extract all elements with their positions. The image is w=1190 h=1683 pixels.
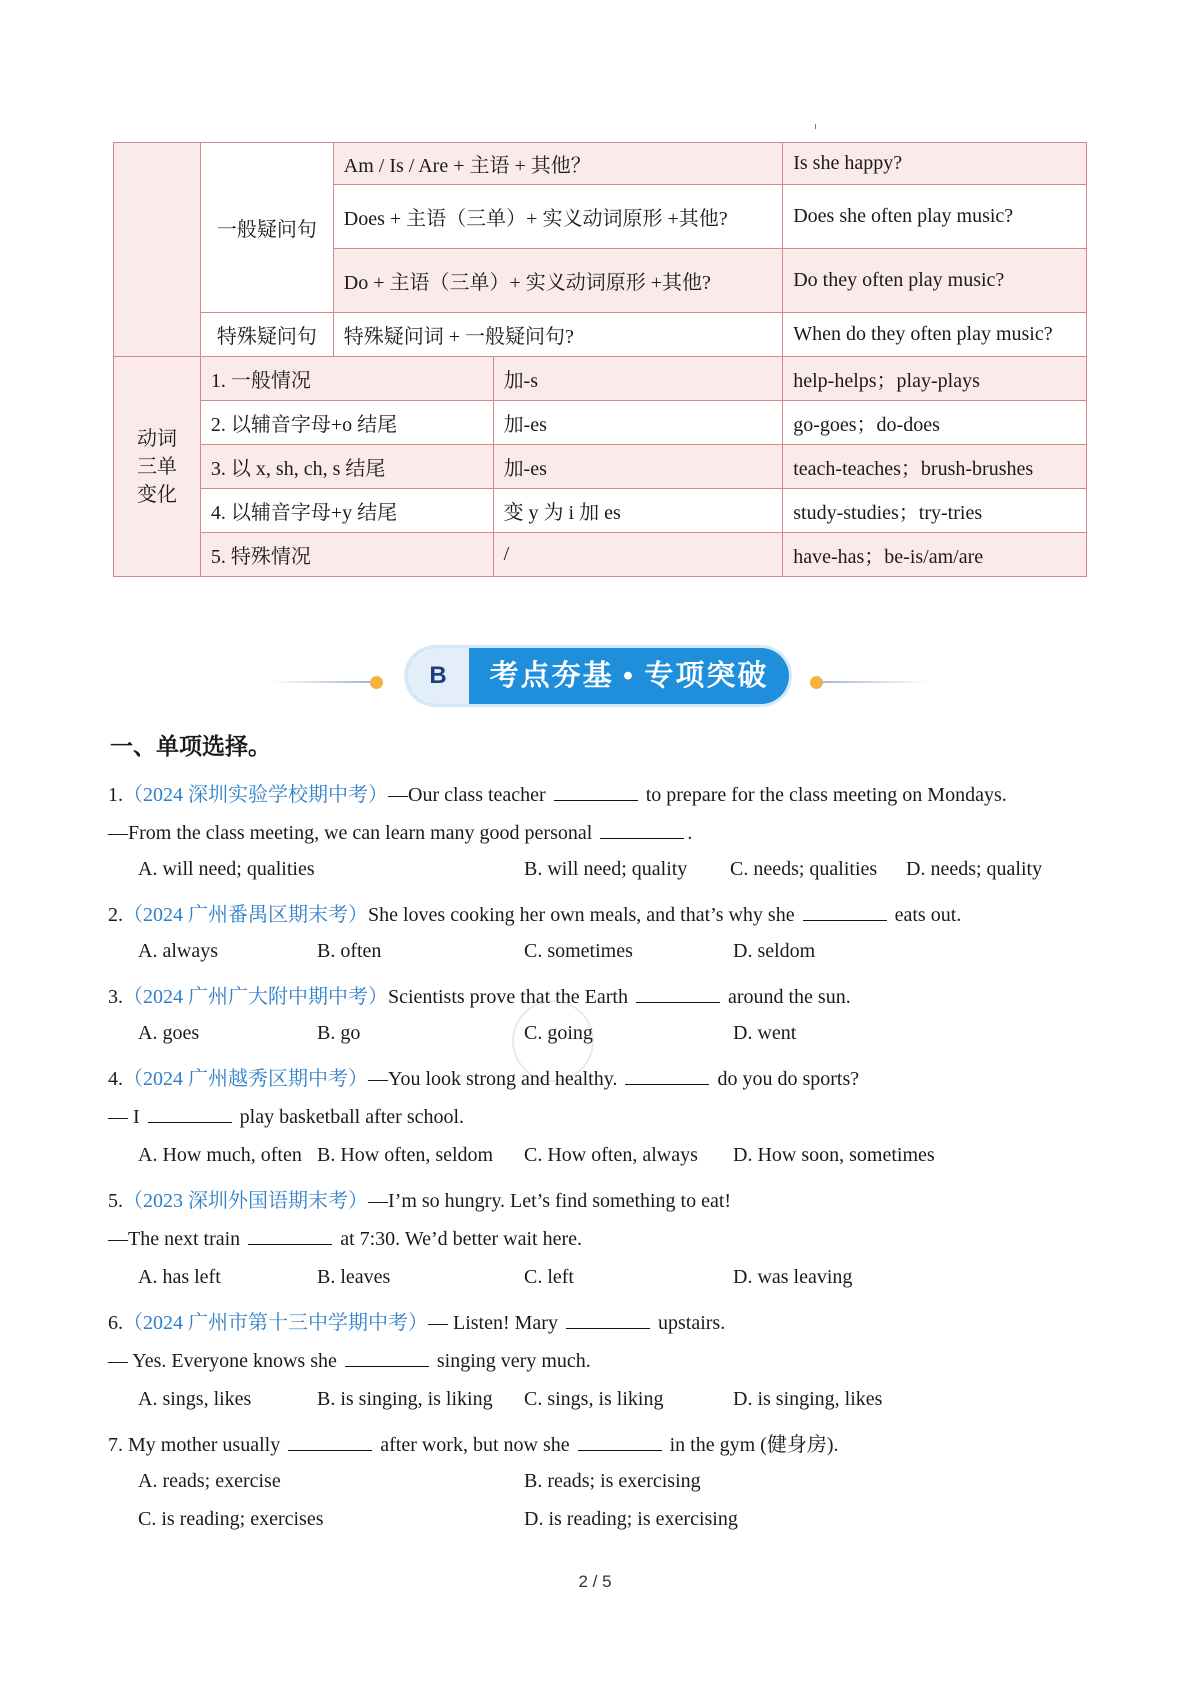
option-c[interactable]: C. sings, is liking	[524, 1388, 664, 1410]
question-source: （2023 深圳外国语期末考）	[123, 1190, 368, 1212]
option-d[interactable]: D. was leaving	[733, 1266, 853, 1288]
form-cell: Am / Is / Are + 主语 + 其他？	[333, 143, 782, 185]
question-text: eats out.	[894, 904, 962, 926]
banner-badge: B	[407, 648, 469, 704]
option-d[interactable]: D. needs; quality	[906, 858, 1043, 880]
question-text: My mother usually	[128, 1434, 281, 1456]
rule-cell: 加-es	[493, 445, 783, 489]
option-c[interactable]: C. needs; qualities	[730, 858, 878, 880]
question-text: .	[687, 822, 693, 844]
question-text: She loves cooking her own meals, and that’s why she	[368, 904, 795, 926]
question-number: 2.	[108, 904, 123, 926]
rule-case-cell: 5. 特殊情况	[200, 533, 493, 577]
option-a[interactable]: A. sings, likes	[138, 1388, 252, 1410]
example-cell: go-goes；do-does	[783, 401, 1087, 445]
page-number: 2 / 5	[578, 1572, 612, 1591]
grammar-table	[113, 142, 1087, 577]
rule-cell: 加-es	[493, 401, 783, 445]
rule-case-cell: 1. 一般情况	[200, 357, 493, 401]
example-cell: Does she often play music?	[783, 185, 1087, 249]
question-source: （2024 广州市第十三中学期中考）	[123, 1312, 428, 1334]
option-a[interactable]: A. has left	[138, 1266, 221, 1288]
scan-mark	[815, 124, 816, 129]
option-c[interactable]: C. How often, always	[524, 1144, 698, 1166]
option-d[interactable]: D. seldom	[733, 940, 816, 962]
question-5	[108, 1184, 731, 1213]
example-cell: help-helps；play-plays	[783, 357, 1087, 401]
question-source: （2024 广州越秀区期中考）	[123, 1068, 368, 1090]
question-text: at 7:30. We’d better wait here.	[340, 1228, 583, 1250]
banner-pill	[407, 648, 789, 704]
banner-dot-left	[370, 676, 383, 689]
question-text: —From the class meeting, we can learn many good personal	[108, 822, 593, 844]
rule-cell: /	[493, 533, 783, 577]
banner-line-left	[270, 681, 370, 683]
question-number: 7.	[108, 1434, 123, 1456]
option-c[interactable]: C. left	[524, 1266, 574, 1288]
option-b[interactable]: B. go	[317, 1022, 361, 1044]
question-2	[108, 898, 961, 927]
example-cell: teach-teaches；brush-brushes	[783, 445, 1087, 489]
option-d[interactable]: D. How soon, sometimes	[733, 1144, 935, 1166]
special-question-label: 特殊疑问句	[200, 313, 333, 357]
option-d[interactable]: D. went	[733, 1022, 797, 1044]
question-number: 3.	[108, 986, 123, 1008]
question-source: （2024 广州番禺区期末考）	[123, 904, 368, 926]
option-c[interactable]: C. going	[524, 1022, 593, 1044]
option-a[interactable]: A. will need; qualities	[138, 858, 315, 880]
example-cell: When do they often play music?	[783, 313, 1087, 357]
option-b[interactable]: B. is singing, is liking	[317, 1388, 493, 1410]
option-c[interactable]: C. sometimes	[524, 940, 633, 962]
question-text: around the sun.	[727, 986, 851, 1008]
answer-blank[interactable]	[288, 1432, 372, 1451]
question-5-line-2	[108, 1226, 582, 1251]
answer-blank[interactable]	[148, 1104, 232, 1123]
question-text: singing very much.	[436, 1350, 591, 1372]
question-6	[108, 1306, 725, 1335]
option-c[interactable]: C. is reading; exercises	[138, 1508, 324, 1530]
option-a[interactable]: A. reads; exercise	[138, 1470, 281, 1492]
question-number: 6.	[108, 1312, 123, 1334]
question-text: do you do sports?	[717, 1068, 860, 1090]
question-4-line-2	[108, 1104, 464, 1129]
question-text: — I	[108, 1106, 140, 1128]
rule-case-cell: 3. 以 x, sh, ch, s 结尾	[200, 445, 493, 489]
option-a[interactable]: A. How much, often	[138, 1144, 302, 1166]
question-text: — Yes. Everyone knows she	[108, 1350, 337, 1372]
option-b[interactable]: B. often	[317, 940, 382, 962]
rule-cell: 加-s	[493, 357, 783, 401]
option-a[interactable]: A. goes	[138, 1022, 200, 1044]
rule-case-cell: 4. 以辅音字母+y 结尾	[200, 489, 493, 533]
option-b[interactable]: B. How often, seldom	[317, 1144, 494, 1166]
option-b[interactable]: B. will need; quality	[524, 858, 688, 880]
option-b[interactable]: B. reads; is exercising	[524, 1470, 701, 1492]
question-3	[108, 980, 851, 1009]
option-b[interactable]: B. leaves	[317, 1266, 391, 1288]
example-cell: have-has；be-is/am/are	[783, 533, 1087, 577]
question-text: after work, but now she	[380, 1434, 570, 1456]
general-question-label: 一般疑问句	[200, 143, 333, 313]
question-7	[108, 1428, 839, 1457]
question-text: play basketball after school.	[239, 1106, 465, 1128]
question-text: —Our class teacher	[388, 784, 546, 806]
question-number: 1.	[108, 784, 123, 806]
question-text: in the gym (健身房).	[669, 1434, 839, 1456]
form-cell: 特殊疑问词 + 一般疑问句?	[333, 313, 782, 357]
answer-blank[interactable]	[600, 820, 684, 839]
question-6-line-2	[108, 1348, 591, 1373]
answer-blank[interactable]	[636, 984, 720, 1003]
answer-blank[interactable]	[625, 1066, 709, 1085]
example-cell: study-studies；try-tries	[783, 489, 1087, 533]
question-source: （2024 广州广大附中期中考）	[123, 986, 388, 1008]
banner-line-right	[820, 681, 930, 683]
option-d[interactable]: D. is singing, likes	[733, 1388, 883, 1410]
rule-case-cell: 2. 以辅音字母+o 结尾	[200, 401, 493, 445]
answer-blank[interactable]	[248, 1226, 332, 1245]
example-cell: Do they often play music?	[783, 249, 1087, 313]
verb-change-label-line: 动词	[136, 427, 177, 450]
form-cell: Does + 主语（三单）+ 实义动词原形 +其他?	[333, 185, 782, 249]
banner-title: 考点夯基 • 专项突破	[489, 660, 769, 692]
question-text: —The next train	[108, 1228, 241, 1250]
question-text: —I’m so hungry. Let’s find something to eat!	[368, 1190, 732, 1212]
question-1	[108, 778, 1007, 807]
question-text: Scientists prove that the Earth	[388, 986, 628, 1008]
question-1-line-2	[108, 820, 692, 845]
option-d[interactable]: D. is reading; is exercising	[524, 1508, 738, 1530]
form-cell: Do + 主语（三单）+ 实义动词原形 +其他?	[333, 249, 782, 313]
answer-blank[interactable]	[554, 782, 638, 801]
rule-cell: 变 y 为 i 加 es	[493, 489, 783, 533]
question-4	[108, 1062, 859, 1091]
section-banner	[270, 648, 930, 706]
verb-change-label-line: 变化	[136, 483, 177, 506]
question-text: — Listen! Mary	[428, 1312, 558, 1334]
verb-change-label	[114, 357, 201, 577]
section-title: 一、单项选择。	[110, 734, 271, 760]
example-cell: Is she happy?	[783, 143, 1087, 185]
question-text: to prepare for the class meeting on Mondays.	[645, 784, 1007, 806]
question-source: （2024 深圳实验学校期中考）	[123, 784, 388, 806]
question-number: 4.	[108, 1068, 123, 1090]
answer-blank[interactable]	[345, 1348, 429, 1367]
question-number: 5.	[108, 1190, 123, 1212]
answer-blank[interactable]	[578, 1432, 662, 1451]
question-text: —You look strong and healthy.	[368, 1068, 618, 1090]
option-a[interactable]: A. always	[138, 940, 218, 962]
answer-blank[interactable]	[566, 1310, 650, 1329]
verb-change-label-line: 三单	[136, 455, 177, 478]
question-text: upstairs.	[657, 1312, 726, 1334]
table-blank-cell	[114, 143, 201, 357]
answer-blank[interactable]	[803, 902, 887, 921]
